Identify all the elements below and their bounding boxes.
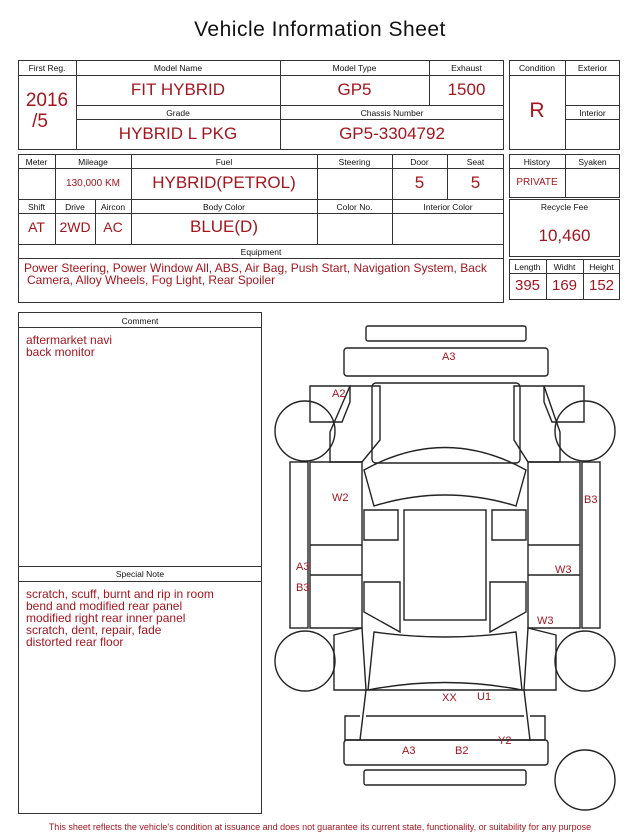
fuel: HYBRID(PETROL) [152, 173, 296, 192]
exhaust-label: Exhaust [451, 63, 482, 73]
color-no-label: Color No. [336, 202, 373, 212]
model-type-label: Model Type [332, 63, 377, 73]
special-note-line-2: bend and modified rear panel [26, 599, 183, 613]
comment-line-1: aftermarket navi [26, 333, 113, 347]
damage-mark: B3 [584, 494, 598, 506]
damage-mark: W3 [537, 615, 554, 627]
aircon: AC [103, 219, 123, 235]
damage-mark: A2 [332, 388, 346, 400]
special-note-line-5: distorted rear floor [26, 635, 124, 649]
height-label: Height [589, 262, 614, 272]
special-note-line-1: scratch, scuff, burnt and rip in room [26, 587, 214, 601]
length: 395 [514, 277, 541, 294]
model-type: GP5 [337, 80, 372, 99]
body-color-label: Body Color [202, 202, 246, 212]
chassis-label: Chassis Number [360, 108, 424, 118]
equipment-line-2: Camera, Alloy Wheels, Fog Light, Rear Spoiler [27, 273, 276, 287]
history: PRIVATE [516, 177, 558, 188]
disclaimer-footer: This sheet reflects the vehicle's condition at issuance and does not guarantee its current state, functionality, or suitability for any purpose [48, 822, 592, 832]
steering-label: Steering [338, 157, 371, 167]
first-reg-label: First Reg. [28, 63, 66, 73]
body-color: BLUE(D) [189, 217, 258, 236]
special-note-line-4: scratch, dent, repair, fade [26, 623, 162, 637]
comment-label: Comment [121, 316, 159, 326]
comment-line-2: back monitor [26, 345, 95, 359]
fuel-label: Fuel [215, 157, 233, 167]
damage-mark: Y2 [498, 735, 512, 747]
damage-mark: U1 [477, 691, 492, 703]
damage-mark: A3 [442, 351, 456, 363]
shift-label: Shift [27, 202, 45, 212]
first-reg-year: 2016 [25, 90, 69, 111]
model-name: FIT HYBRID [130, 80, 226, 99]
page-title: Vehicle Information Sheet [194, 18, 446, 41]
history-label: History [523, 157, 551, 167]
condition-label: Condition [519, 63, 555, 73]
damage-mark: B2 [455, 745, 469, 757]
seat-label: Seat [466, 157, 485, 167]
door-label: Door [410, 157, 429, 167]
comment-block [18, 312, 262, 814]
recycle-fee: 10,460 [538, 226, 591, 245]
seat: 5 [470, 173, 481, 192]
damage-mark: B3 [296, 582, 310, 594]
damage-mark: XX [442, 692, 457, 704]
mileage: 130,000 KM [66, 178, 120, 189]
length-label: Length [514, 262, 541, 272]
width-label: Widht [553, 262, 576, 272]
model-name-label: Model Name [153, 63, 203, 73]
aircon-label: Aircon [100, 202, 126, 212]
height: 152 [588, 277, 615, 294]
syaken-label: Syaken [578, 157, 607, 167]
grade: HYBRID L PKG [118, 124, 238, 143]
condition-grade: R [529, 99, 545, 122]
width: 169 [551, 277, 578, 294]
damage-mark: A3 [402, 745, 416, 757]
shift: AT [28, 219, 45, 235]
door: 5 [414, 173, 425, 192]
special-note-line-3: modified right rear inner panel [26, 611, 186, 625]
drive-label: Drive [65, 202, 85, 212]
damage-mark: A3 [296, 561, 310, 573]
interior-color-label: Interior Color [423, 202, 473, 212]
equipment-line-1: Power Steering, Power Window All, ABS, Air Bag, Push Start, Navigation System, Back [24, 261, 487, 275]
grade-label: Grade [166, 108, 190, 118]
drive: 2WD [59, 219, 91, 235]
damage-mark: W3 [555, 564, 572, 576]
interior-label: Interior [579, 108, 606, 118]
mileage-label: Mileage [78, 157, 108, 167]
exterior-label: Exterior [577, 63, 608, 73]
chassis-number: GP5-3304792 [339, 124, 445, 143]
exhaust: 1500 [447, 80, 486, 99]
first-reg-month: /5 [32, 111, 48, 132]
special-note-label: Special Note [115, 569, 165, 579]
damage-mark: W2 [332, 492, 349, 504]
recycle-label: Recycle Fee [540, 202, 589, 212]
equipment-label: Equipment [240, 247, 282, 257]
meter-label: Meter [25, 157, 48, 167]
